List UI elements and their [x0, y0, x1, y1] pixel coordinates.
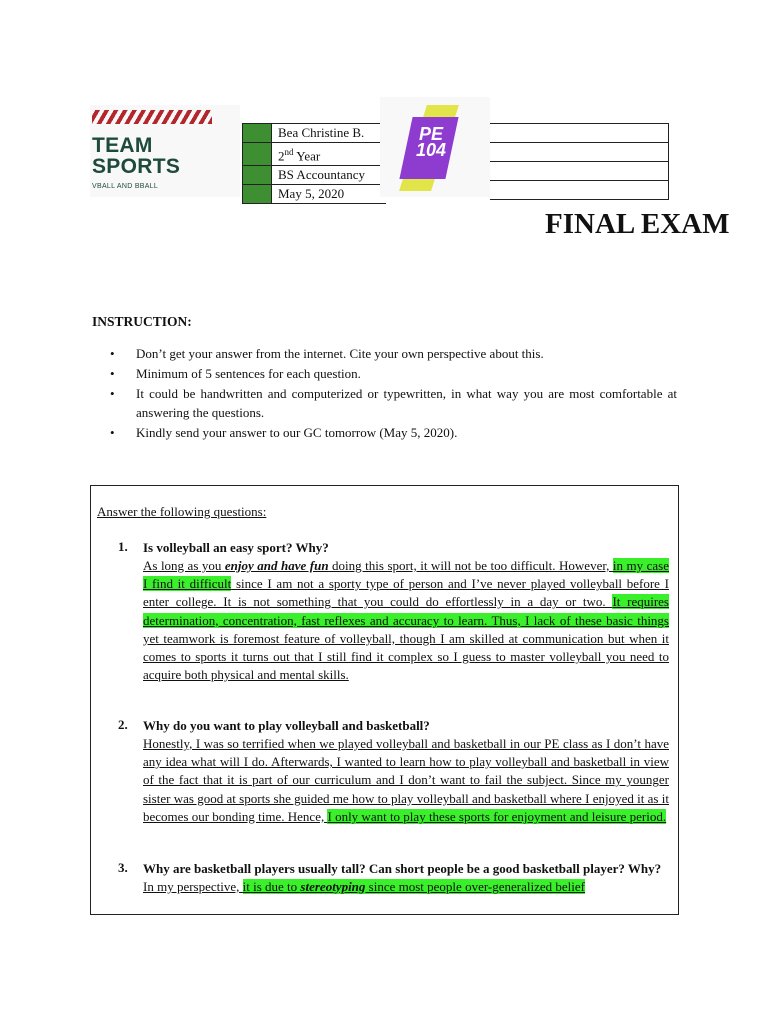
question-text: Why do you want to play volleyball and basketball?: [143, 718, 430, 733]
highlighted-text: in my case I find it difficult: [143, 558, 669, 592]
pe104-logo: [380, 97, 490, 197]
answer-text: [143, 735, 669, 826]
question-1: [118, 539, 669, 684]
instruction-item: • It could be handwritten and computerized or typewritten, in what way you are most comfortable at answering the questions.: [110, 384, 677, 422]
student-year: [272, 143, 387, 166]
question-2: [118, 717, 669, 826]
blank-line: [490, 162, 669, 181]
pe-text-line2: 104: [415, 140, 447, 160]
blank-line: [490, 124, 669, 143]
info-green-cell: [243, 185, 272, 204]
year-number: 2: [278, 148, 285, 164]
answer-segment: doing this sport, it will not be too difficult. However,: [328, 558, 613, 573]
info-green-cell: [243, 166, 272, 185]
blank-line: [490, 181, 669, 200]
logo-stripes: [92, 110, 212, 124]
logo-title-line1: TEAM: [92, 134, 153, 157]
team-sports-logo: [90, 105, 240, 197]
info-green-cell: [243, 143, 272, 166]
question-text: Why are basketball players usually tall? Can short people be a good basketball player? Why?: [143, 861, 662, 876]
pe104-text: [410, 126, 452, 158]
instruction-item: • Kindly send your answer to our GC tomorrow (May 5, 2020).: [110, 423, 677, 442]
highlighted-text: I only want to play these sports for enjoyment and leisure period.: [327, 808, 667, 824]
year-word: Year: [293, 148, 321, 164]
instruction-item: • Don’t get your answer from the internet. Cite your own perspective about this.: [110, 344, 677, 363]
question-number: 2.: [118, 717, 128, 732]
instructions-title: INSTRUCTION:: [92, 314, 192, 329]
highlighted-text: stereotyping: [300, 879, 366, 894]
answer-box: [90, 485, 679, 915]
answer-segment: In my perspective,: [143, 879, 243, 894]
year-suffix: nd: [284, 147, 294, 157]
answers-heading: Answer the following questions:: [97, 504, 267, 519]
instruction-item: • Minimum of 5 sentences for each question.: [110, 364, 677, 383]
question-number: 3.: [118, 860, 128, 875]
highlighted-text: since most people over-generalized belief: [365, 879, 585, 894]
highlighted-text: It requires determination, concentration, fast reflexes and accuracy to learn. Thus, I lack of these basic things: [143, 594, 669, 628]
logo-title: [92, 135, 180, 177]
exam-date: May 5, 2020: [272, 185, 387, 204]
question-3: [118, 860, 669, 896]
answer-segment: As long as you: [143, 558, 225, 573]
blank-lines-table: [490, 123, 669, 200]
page-title: FINAL EXAM: [545, 208, 730, 240]
logo-title-line2: SPORTS: [92, 155, 181, 178]
question-number: 1.: [118, 539, 128, 554]
blank-line: [490, 143, 669, 162]
highlighted-text: it is due to: [242, 879, 301, 894]
answer-text: [143, 557, 669, 684]
info-green-cell: [243, 124, 272, 143]
answer-text: [143, 878, 669, 896]
student-course: BS Accountancy: [272, 166, 387, 185]
student-info-table: [242, 123, 386, 204]
student-name: Bea Christine B.: [272, 124, 387, 143]
logo-subtitle: VBALL AND BBALL: [92, 183, 159, 190]
instructions-list: [110, 344, 677, 443]
answer-segment: since I am not a sporty type of person and I’ve never played volleyball before I enter college. It is not something that you could do effortlessly in a day or two.: [143, 576, 669, 610]
answer-segment: yet teamwork is foremost feature of volleyball, though I am skilled at communication but when it comes to sports it turns out that I still find it complex so I guess to master volleyball you need to acquire both physical and mental skills.: [143, 630, 669, 683]
pe-text-line1: PE: [418, 124, 443, 144]
question-text: Is volleyball an easy sport? Why?: [143, 540, 329, 555]
answer-segment: enjoy and have fun: [224, 558, 329, 573]
answer-segment: Honestly, I was so terrified when we played volleyball and basketball in our PE class as I don’t have any idea what will I do. Afterwards, I wanted to learn how to play volleyball and basketball in view of the fact that it is part of our curriculum and I don’t want to fail the subject. Since my younger sister was good at sports she guided me how to play volleyball and basketball where I enjoyed it as it becomes our bonding time. Hence,: [143, 736, 669, 824]
